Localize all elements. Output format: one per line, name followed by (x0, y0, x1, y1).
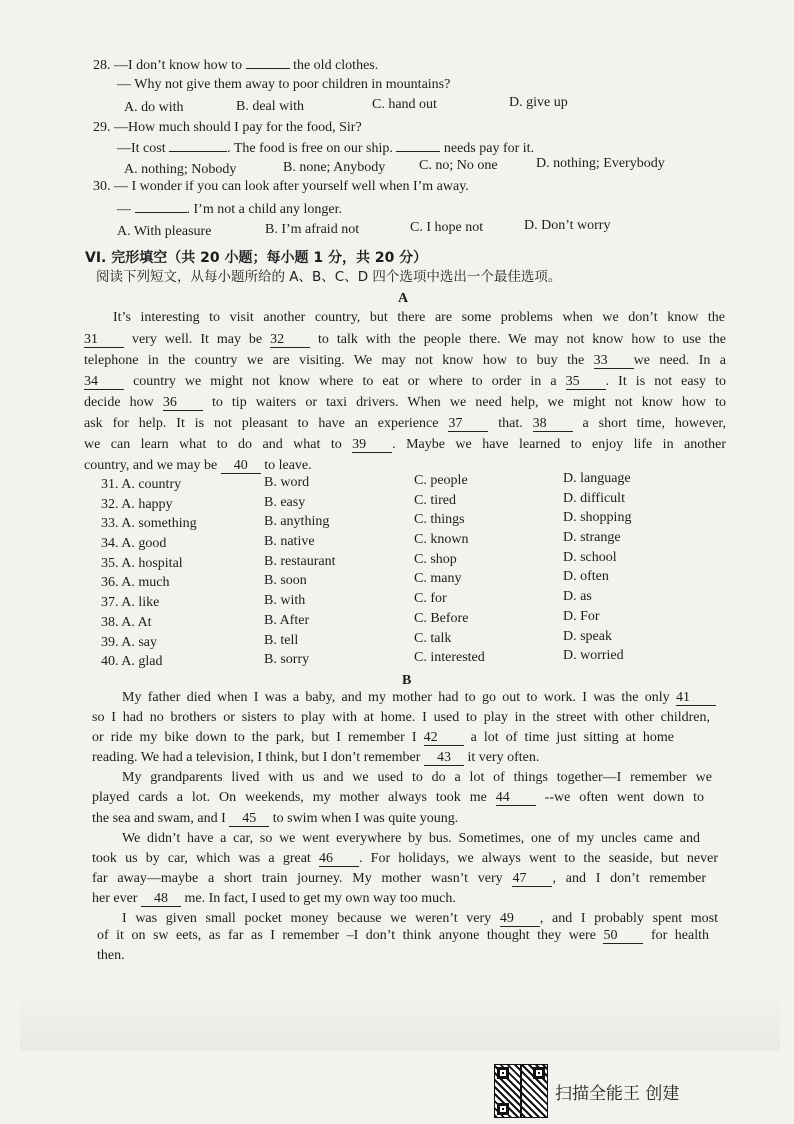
passage-text: telephone in the country we are visiting. We may not know how to buy the (84, 353, 594, 368)
passage-text: My father died when I was a baby, and my mother had to go out to work. I was the only (122, 690, 676, 705)
passage-text: it very often. (463, 750, 540, 765)
passage-text: her ever (92, 891, 141, 906)
passage-text: to swim when I was quite young. (269, 811, 459, 826)
cloze-option: B. After (264, 613, 310, 628)
cloze-option: 35. A. hospital (101, 556, 183, 571)
answer-blank (169, 151, 227, 152)
reply-part: —It cost (117, 141, 166, 156)
option-28-c: C. hand out (372, 97, 437, 112)
question-number: 28. (93, 58, 111, 73)
passage-text: --we often went down to (535, 790, 704, 805)
cloze-blank: 36 (163, 396, 203, 411)
option-29-c: C. no; No one (419, 158, 498, 173)
passage-text: a short time, however, (572, 416, 727, 431)
passage-line (122, 689, 716, 707)
passage-text: to talk with the people there. We may not know how to use the (310, 332, 726, 347)
passage-text: to leave. (260, 458, 312, 473)
passage-text: of it on sw eets, as far as I remember –I don’t think anyone thought they were (97, 928, 604, 943)
passage-line (84, 394, 726, 412)
passage-text: played cards a lot. On weekends, my mother always took me (92, 790, 496, 805)
option-28-b: B. deal with (236, 99, 305, 114)
question-stem: — I wonder if you can look after yourself well when I’m away. (114, 179, 469, 194)
passage-text: . It is not easy to (605, 374, 727, 389)
passage-line (92, 870, 706, 888)
option-28-a: A. do with (124, 100, 184, 115)
option-30-d: D. Don’t worry (524, 218, 611, 233)
question-number: 30. (93, 179, 111, 194)
passage-label-a: A (398, 291, 409, 306)
cloze-option: 34. A. good (101, 536, 167, 551)
passage-text: that. (488, 416, 533, 431)
question-number: 29. (93, 120, 111, 135)
cloze-blank: 50 (603, 929, 643, 944)
scanner-watermark: 扫描全能王 创建 (555, 1084, 680, 1104)
passage-line (92, 810, 458, 828)
passage-text: ask for help. It is not pleasant to have an experience (84, 416, 449, 431)
passage-text: It’s interesting to visit another country, but there are some problems when we don’t know the (113, 310, 725, 325)
answer-blank (396, 151, 440, 152)
section-instruction: 阅读下列短文，从每小题所给的 A、B、C、D 四个选项中选出一个最佳选项。 (96, 269, 562, 285)
cloze-blank: 44 (496, 791, 536, 806)
passage-text: the sea and swam, and I (92, 811, 230, 826)
passage-line (92, 850, 718, 868)
cloze-option: B. easy (264, 495, 306, 510)
cloze-blank: 41 (676, 691, 716, 706)
passage-text: a lot of time just sitting at home (463, 730, 675, 745)
passage-line (92, 749, 539, 767)
passage-text: My grandparents lived with us and we used to do a lot of things together—I remember we (122, 770, 712, 785)
passage-label-b: B (402, 673, 412, 688)
cloze-option: B. with (264, 593, 306, 608)
cloze-option: D. worried (563, 648, 624, 663)
answer-blank (246, 68, 290, 69)
passage-line (97, 927, 709, 945)
passage-text: for health (643, 928, 710, 943)
option-30-c: C. I hope not (410, 220, 484, 235)
cloze-option: C. known (414, 532, 469, 547)
cloze-option: C. shop (414, 552, 457, 567)
cloze-option: 31. A. country (101, 477, 182, 492)
passage-text: , and I probably spent most (539, 911, 719, 926)
cloze-option: C. people (414, 473, 468, 488)
cloze-option: B. restaurant (264, 554, 336, 569)
cloze-option: 37. A. like (101, 595, 160, 610)
question-30 (93, 178, 469, 196)
cloze-blank: 31 (84, 333, 124, 348)
passage-line (92, 709, 710, 727)
cloze-blank: 43 (424, 751, 464, 766)
cloze-option: 40. A. glad (101, 654, 163, 669)
reply-part: needs pay for it. (443, 141, 535, 156)
passage-text: , and I don’t remember (552, 871, 707, 886)
question-stem-end: the old clothes. (293, 58, 379, 73)
passage-line (122, 910, 718, 928)
passage-text: then. (97, 948, 125, 963)
option-30-a: A. With pleasure (117, 224, 212, 239)
reply-part: . The food is free on our ship. (227, 141, 393, 156)
passage-line (84, 373, 726, 391)
cloze-option: D. shopping (563, 510, 632, 525)
question-stem: —I don’t know how to (114, 58, 243, 73)
cloze-blank: 49 (500, 912, 540, 927)
passage-line (84, 415, 726, 433)
passage-text: me. In fact, I used to get my own way too much. (180, 891, 456, 906)
passage-text: or ride my bike down to the park, but I remember I (92, 730, 424, 745)
qr-code-icon (494, 1064, 548, 1118)
cloze-blank: 48 (141, 892, 181, 907)
question-29 (93, 119, 362, 137)
cloze-option: C. tired (414, 493, 456, 508)
cloze-blank: 38 (533, 417, 573, 432)
cloze-option: C. interested (414, 650, 485, 665)
passage-text: I was given small pocket money because we weren’t very (122, 911, 500, 926)
cloze-option: D. school (563, 550, 617, 565)
question-stem: —How much should I pay for the food, Sir? (114, 120, 362, 135)
option-28-d: D. give up (509, 95, 568, 110)
option-29-b: B. none; Anybody (283, 160, 386, 175)
reply-part: — (117, 202, 131, 217)
passage-text: reading. We had a television, I think, but I don’t remember (92, 750, 424, 765)
cloze-option: B. sorry (264, 652, 310, 667)
cloze-option: B. tell (264, 633, 299, 648)
passage-text: country we might not know where to eat or where to order in a (124, 374, 566, 389)
answer-blank (135, 212, 187, 213)
passage-text: decide how (84, 395, 163, 410)
cloze-option: C. many (414, 571, 462, 586)
option-30-b: B. I’m afraid not (265, 222, 360, 237)
reply-part: . I’m not a child any longer. (186, 202, 343, 217)
cloze-blank: 37 (448, 417, 488, 432)
passage-line (92, 729, 674, 747)
cloze-blank: 42 (424, 731, 464, 746)
passage-text: far away—maybe a short train journey. My mother wasn’t very (92, 871, 513, 886)
question-28 (93, 57, 378, 75)
cloze-blank: 47 (512, 872, 552, 887)
question-29-reply (117, 140, 534, 158)
cloze-option: 38. A. At (101, 615, 152, 630)
cloze-option: C. talk (414, 631, 452, 646)
cloze-option: D. difficult (563, 491, 625, 506)
passage-line (122, 769, 712, 787)
passage-text: . For holidays, we always went to the seaside, but never (358, 851, 718, 866)
passage-line (84, 331, 726, 349)
passage-line (92, 789, 704, 807)
question-28-reply: — Why not give them away to poor children in mountains? (117, 77, 451, 92)
passage-line (97, 947, 125, 965)
passage-text: to tip waiters or taxi drivers. When we need help, we might not know how to (202, 395, 726, 410)
cloze-option: 36. A. much (101, 575, 170, 590)
passage-text: took us by car, which was a great (92, 851, 319, 866)
cloze-option: D. language (563, 471, 631, 486)
cloze-option: B. anything (264, 514, 330, 529)
cloze-option: 32. A. happy (101, 497, 173, 512)
cloze-option: B. word (264, 475, 310, 490)
passage-text: very well. It may be (124, 332, 271, 347)
passage-text: . Maybe we have learned to enjoy life in another (392, 437, 726, 452)
cloze-blank: 45 (229, 812, 269, 827)
cloze-option: C. things (414, 512, 465, 527)
cloze-blank: 39 (352, 438, 392, 453)
passage-text: we need. In a (633, 353, 726, 368)
passage-line (84, 352, 726, 370)
question-30-reply (117, 201, 342, 219)
cloze-option: 39. A. say (101, 635, 157, 650)
cloze-option: D. strange (563, 530, 621, 545)
cloze-option: C. Before (414, 611, 469, 626)
cloze-option: B. native (264, 534, 315, 549)
cloze-option: 33. A. something (101, 516, 197, 531)
cloze-blank: 35 (566, 375, 606, 390)
passage-text: We didn’t have a car, so we went everywhere by bus. Sometimes, one of my uncles came and (122, 831, 700, 846)
cloze-blank: 34 (84, 375, 124, 390)
cloze-blank: 33 (594, 354, 634, 369)
passage-text: country, and we may be (84, 458, 221, 473)
passage-line (113, 309, 725, 327)
scan-shadow (20, 990, 780, 1050)
passage-text: we can learn what to do and what to (84, 437, 353, 452)
cloze-option: B. soon (264, 573, 307, 588)
cloze-option: D. as (563, 589, 592, 604)
passage-text: so I had no brothers or sisters to play with at home. I used to play in the street with other children, (92, 710, 710, 725)
cloze-blank: 32 (270, 333, 310, 348)
section-heading: VI. 完形填空（共 20 小题；每小题 1 分，共 20 分） (85, 250, 428, 266)
cloze-option: D. speak (563, 629, 612, 644)
cloze-blank: 46 (319, 852, 359, 867)
passage-line (92, 890, 456, 908)
passage-line (122, 830, 700, 848)
passage-line (84, 457, 312, 475)
cloze-blank: 40 (221, 459, 261, 474)
cloze-option: C. for (414, 591, 447, 606)
passage-line (84, 436, 726, 454)
cloze-option: D. often (563, 569, 609, 584)
option-29-a: A. nothing; Nobody (124, 162, 237, 177)
option-29-d: D. nothing; Everybody (536, 156, 665, 171)
cloze-option: D. For (563, 609, 600, 624)
